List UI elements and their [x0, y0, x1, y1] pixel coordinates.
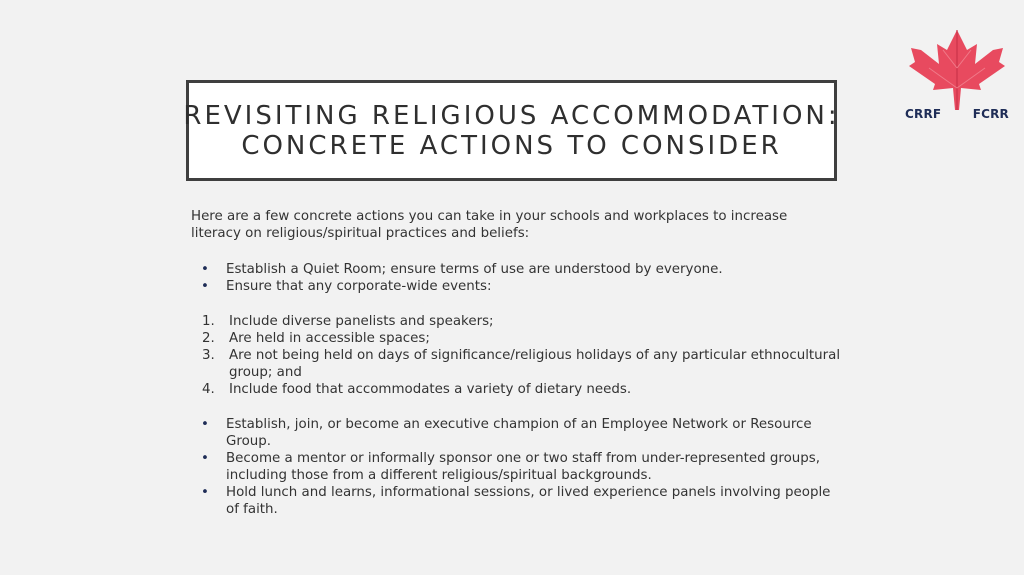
- list-item: [191, 330, 841, 347]
- logo-left-text: CRRF: [905, 107, 942, 121]
- number-marker: 3.: [202, 348, 215, 363]
- number-marker: 4.: [202, 382, 215, 397]
- page-title-line-2: CONCRETE ACTIONS TO CONSIDER: [241, 130, 782, 161]
- list-item-text: Are held in accessible spaces;: [229, 331, 430, 346]
- bullet-list-a: [191, 261, 841, 295]
- list-item-text: Include diverse panelists and speakers;: [229, 314, 494, 329]
- list-item-text: Include food that accommodates a variety of dietary needs.: [229, 382, 632, 397]
- list-item-text: Establish a Quiet Room; ensure terms of use are understood by everyone.: [226, 262, 723, 277]
- list-item: [191, 450, 841, 484]
- intro-paragraph: Here are a few concrete actions you can take in your schools and workplaces to increase literacy on religious/spiritual practices and beliefs:: [191, 209, 788, 241]
- numbered-list: [191, 313, 841, 398]
- bullet-marker: •: [201, 279, 209, 294]
- bullet-marker: •: [201, 451, 209, 466]
- spacer: [191, 398, 841, 416]
- bullet-list-b: [191, 416, 841, 518]
- list-item-text: Become a mentor or informally sponsor one or two staff from under-represented groups, including those from a different religious/spiritual backgrounds.: [226, 451, 821, 483]
- list-item: [191, 347, 841, 381]
- bullet-marker: •: [201, 262, 209, 277]
- list-item: [191, 313, 841, 330]
- list-item-text: Are not being held on days of significance/religious holidays of any particular ethnocultural group; and: [229, 348, 841, 380]
- list-item-text: Ensure that any corporate-wide events:: [226, 279, 492, 294]
- number-marker: 2.: [202, 331, 215, 346]
- bullet-marker: •: [201, 485, 209, 500]
- list-item: [191, 261, 841, 278]
- crrf-fcrr-logo: [905, 28, 1009, 124]
- list-item: [191, 381, 841, 398]
- list-item-text: Hold lunch and learns, informational sessions, or lived experience panels involving people of faith.: [226, 485, 831, 517]
- number-marker: 1.: [202, 314, 215, 329]
- maple-leaf-icon: [909, 28, 1005, 110]
- list-item: [191, 484, 841, 518]
- list-item-text: Establish, join, or become an executive champion of an Employee Network or Resource Group.: [226, 417, 812, 449]
- content-body: [191, 208, 841, 518]
- bullet-marker: •: [201, 417, 209, 432]
- logo-right-text: FCRR: [972, 107, 1009, 121]
- page-title-line-1: REVISITING RELIGIOUS ACCOMMODATION:: [183, 100, 840, 131]
- list-item: [191, 416, 841, 450]
- spacer: [191, 295, 841, 313]
- title-box: [183, 80, 840, 181]
- list-item: [191, 278, 841, 295]
